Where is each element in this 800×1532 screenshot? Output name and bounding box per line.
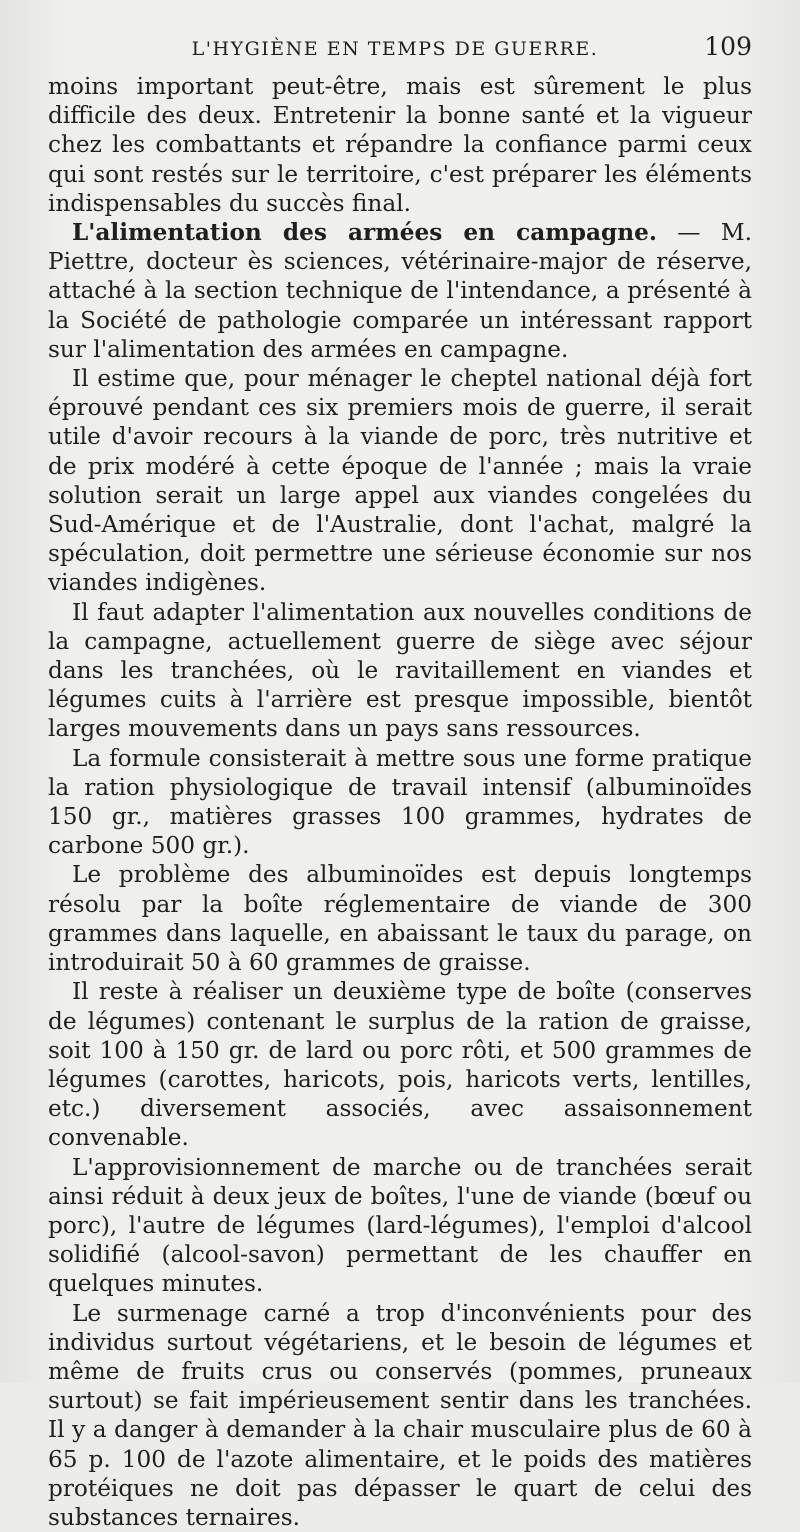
paragraph: L'approvisionnement de marche ou de tranchées serait ainsi réduit à deux jeux de boîtes, l'une de viande (bœuf ou porc), l'autre de légumes (lard-légumes), l'emploi d'alcool solidifié (alcool-savon) permettant de les chauffer en quelques minutes.	[48, 1153, 752, 1298]
running-title: L'HYGIÈNE EN TEMPS DE GUERRE.	[191, 38, 599, 60]
paragraph: Il reste à réaliser un deuxième type de boîte (conserves de légumes) contenant le surplus de la ration de graisse, soit 100 à 150 gr. de lard ou porc rôti, et 500 grammes de légumes (carottes, haricots, pois, haricots verts, lentilles, etc.) diversement associés, avec assaisonnement convenable.	[48, 978, 752, 1152]
paragraph: Il estime que, pour ménager le cheptel national déjà fort éprouvé pendant ces six premiers mois de guerre, il serait utile d'avoir recours à la viande de porc, très nutritive et de prix modéré à cette époque de l'année ; mais la vraie solution serait un large appel aux viandes congelées du Sud-Amérique et de l'Australie, dont l'achat, malgré la spéculation, doit permettre une sérieuse économie sur nos viandes indigènes.	[48, 365, 752, 597]
section-paragraph	[48, 218, 752, 364]
paragraph: Le problème des albuminoïdes est depuis longtemps résolu par la boîte réglementaire de viande de 300 grammes dans laquelle, en abaissant le taux du parage, on introduirait 50 à 60 grammes de graisse.	[48, 861, 752, 977]
paragraph: Le surmenage carné a trop d'inconvénients pour des individus surtout végétariens, et le besoin de légumes et même de fruits crus ou conservés (pommes, pruneaux surtout) se fait impérieusement sentir dans les tranchées. Il y a danger à demander à la chair musculaire plus de 60 à 65 p. 100 de l'azote alimentaire, et le poids des matières protéiques ne doit pas dépasser le quart de celui des substances ternaires.	[48, 1299, 752, 1531]
paragraph: Il faut adapter l'alimentation aux nouvelles conditions de la campagne, actuellement guerre de siège avec séjour dans les tranchées, où le ravitaillement en viandes et légumes cuits à l'arrière est presque impossible, bientôt larges mouvements dans un pays sans ressources.	[48, 598, 752, 743]
body-text	[48, 72, 752, 1532]
page-number: 109	[704, 32, 752, 61]
paragraph: La formule consisterait à mettre sous une forme pratique la ration physiologique de travail intensif (albuminoïdes 150 gr., matières grasses 100 grammes, hydrates de carbone 500 gr.).	[48, 744, 752, 860]
section-heading: L'alimentation des armées en campagne.	[72, 219, 657, 247]
section-text: — M. Piettre, docteur ès sciences, vétérinaire-major de réserve, attaché à la section technique de l'intendance, a présenté à la Société de pathologie comparée un intéressant rapport sur l'alimentation des armées en campagne.	[48, 219, 753, 363]
page-header	[48, 32, 752, 72]
continuation-paragraph: moins important peut-être, mais est sûrement le plus difficile des deux. Entretenir la bonne santé et la vigueur chez les combattants et répandre la confiance parmi ceux qui sont restés sur le territoire, c'est préparer les éléments indispensables du succès final.	[48, 73, 752, 217]
